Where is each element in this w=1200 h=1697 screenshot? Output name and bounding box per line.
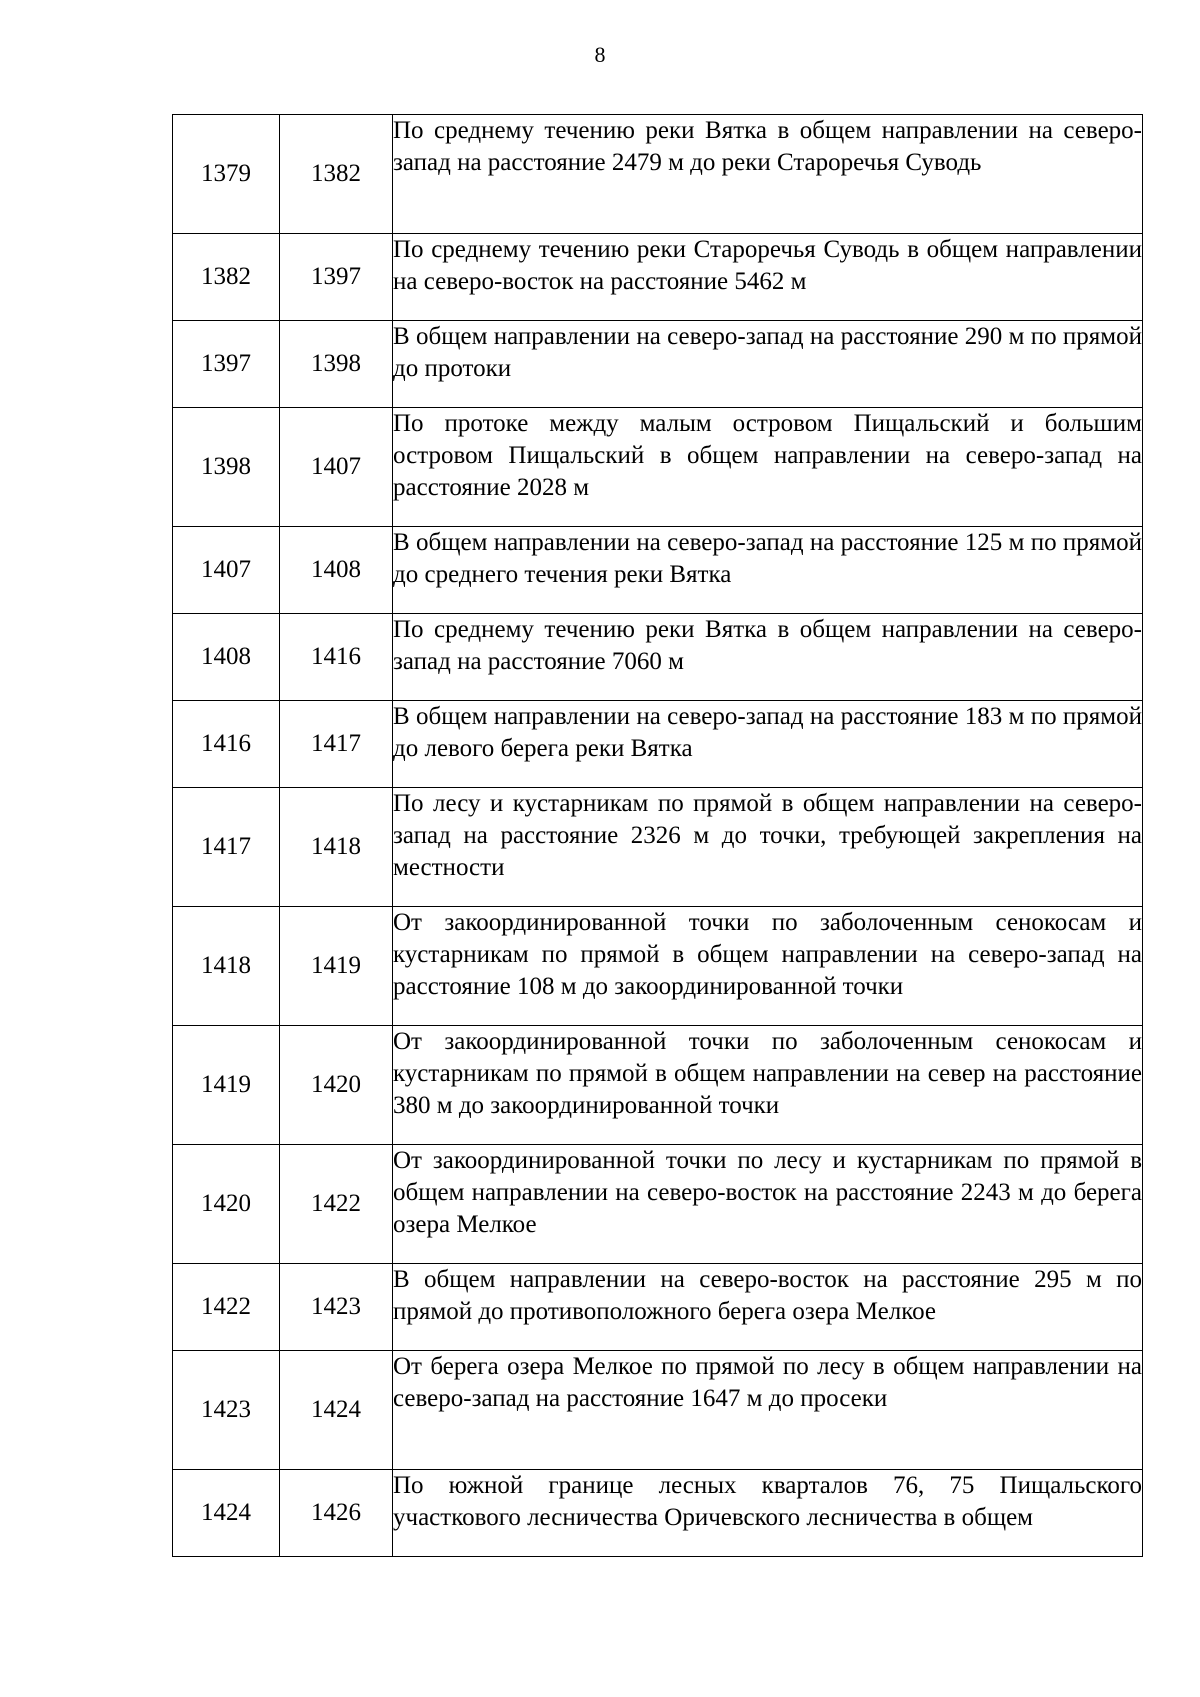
cell-from-point: 1418: [173, 907, 280, 1026]
table-row: [173, 1026, 1143, 1145]
cell-description: От закоординированной точки по заболоченным сенокосам и кустарникам по прямой в общем направлении на север на расстояние 380 м до закоординированной точки: [393, 1026, 1143, 1145]
cell-from-point: 1424: [173, 1470, 280, 1557]
cell-description: По лесу и кустарникам по прямой в общем направлении на северо-запад на расстояние 2326 м до точки, требующей закрепления на местности: [393, 788, 1143, 907]
cell-to-point: 1419: [280, 907, 393, 1026]
table-row: [173, 408, 1143, 527]
cell-to-point: 1397: [280, 234, 393, 321]
cell-description: В общем направлении на северо-восток на расстояние 295 м по прямой до противоположного берега озера Мелкое: [393, 1264, 1143, 1351]
cell-to-point: 1418: [280, 788, 393, 907]
cell-description: По среднему течению реки Староречья Суводь в общем направлении на северо-восток на расстояние 5462 м: [393, 234, 1143, 321]
cell-from-point: 1397: [173, 321, 280, 408]
table-row: [173, 1145, 1143, 1264]
table-row: [173, 1264, 1143, 1351]
cell-from-point: 1416: [173, 701, 280, 788]
table-row: [173, 788, 1143, 907]
cell-description: По среднему течению реки Вятка в общем направлении на северо-запад на расстояние 2479 м до реки Староречья Суводь: [393, 115, 1143, 234]
page-number: 8: [594, 42, 606, 67]
cell-to-point: 1424: [280, 1351, 393, 1470]
cell-from-point: 1379: [173, 115, 280, 234]
table-row: [173, 115, 1143, 234]
cell-description: По среднему течению реки Вятка в общем направлении на северо-запад на расстояние 7060 м: [393, 614, 1143, 701]
cell-from-point: 1398: [173, 408, 280, 527]
cell-description: От закоординированной точки по заболоченным сенокосам и кустарникам по прямой в общем направлении на северо-запад на расстояние 108 м до закоординированной точки: [393, 907, 1143, 1026]
cell-to-point: 1407: [280, 408, 393, 527]
table-row: [173, 1351, 1143, 1470]
table-row: [173, 527, 1143, 614]
table-row: [173, 321, 1143, 408]
table-row: [173, 701, 1143, 788]
cell-to-point: 1382: [280, 115, 393, 234]
boundary-table: [172, 114, 1143, 1557]
cell-to-point: 1422: [280, 1145, 393, 1264]
cell-description: По протоке между малым островом Пищальский и большим островом Пищальский в общем направлении на северо-запад на расстояние 2028 м: [393, 408, 1143, 527]
cell-to-point: 1398: [280, 321, 393, 408]
cell-to-point: 1417: [280, 701, 393, 788]
cell-to-point: 1416: [280, 614, 393, 701]
cell-description: В общем направлении на северо-запад на расстояние 125 м по прямой до среднего течения реки Вятка: [393, 527, 1143, 614]
cell-from-point: 1382: [173, 234, 280, 321]
cell-from-point: 1407: [173, 527, 280, 614]
cell-from-point: 1423: [173, 1351, 280, 1470]
cell-description: По южной границе лесных кварталов 76, 75 Пищальского участкового лесничества Оричевского лесничества в общем: [393, 1470, 1143, 1557]
table-row: [173, 614, 1143, 701]
cell-to-point: 1426: [280, 1470, 393, 1557]
table-row: [173, 234, 1143, 321]
cell-to-point: 1408: [280, 527, 393, 614]
cell-description: В общем направлении на северо-запад на расстояние 183 м по прямой до левого берега реки Вятка: [393, 701, 1143, 788]
table-row: [173, 1470, 1143, 1557]
cell-description: От закоординированной точки по лесу и кустарникам по прямой в общем направлении на северо-восток на расстояние 2243 м до берега озера Мелкое: [393, 1145, 1143, 1264]
cell-from-point: 1420: [173, 1145, 280, 1264]
cell-from-point: 1417: [173, 788, 280, 907]
cell-from-point: 1408: [173, 614, 280, 701]
cell-description: В общем направлении на северо-запад на расстояние 290 м по прямой до протоки: [393, 321, 1143, 408]
table-row: [173, 907, 1143, 1026]
cell-to-point: 1423: [280, 1264, 393, 1351]
cell-to-point: 1420: [280, 1026, 393, 1145]
cell-from-point: 1419: [173, 1026, 280, 1145]
cell-from-point: 1422: [173, 1264, 280, 1351]
cell-description: От берега озера Мелкое по прямой по лесу в общем направлении на северо-запад на расстояние 1647 м до просеки: [393, 1351, 1143, 1470]
